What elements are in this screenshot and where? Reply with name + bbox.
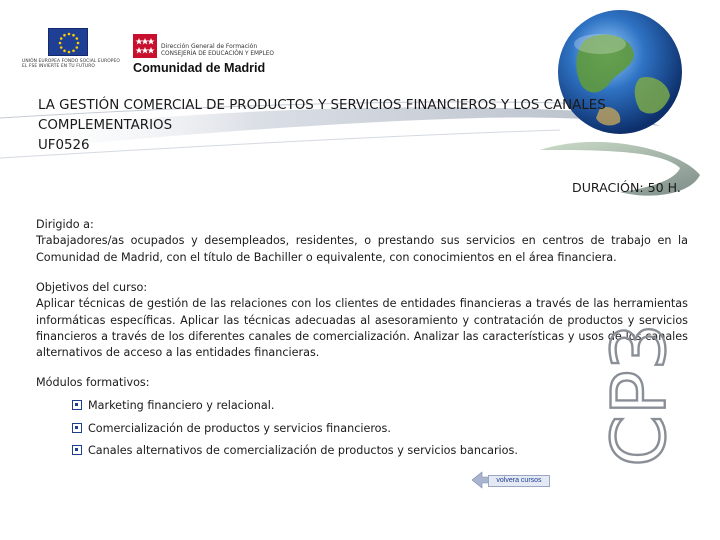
course-code: UF0526 [38,138,90,153]
cm-logo-name: Comunidad de Madrid [133,61,266,75]
section-heading: Módulos formativos: [36,376,150,389]
list-item [72,443,518,466]
course-duration: DURACIÓN: 50 H. [572,180,681,195]
checkbox-bullet-icon [72,400,82,410]
section-heading: Objetivos del curso: [36,281,148,294]
section-body: Aplicar técnicas de gestión de las relaciones con los clientes de entidades financieras a través de las herramientas informáticas específicas. Aplicar las técnicas adecuadas al asesoramiento y contratación de productos y servicios financieros a través de los diferentes canales de comercialización. Analizar las características y usos de los canales alternativos de acceso a las entidades financieras. [36,297,688,360]
cm-logo-line2: CONSEJERÍA DE EDUCACIÓN Y EMPLEO [161,51,274,57]
checkbox-bullet-icon [72,445,82,455]
section-body: Trabajadores/as ocupados y desempleados, residentes, o prestando sus servicios en centros de trabajo en la Comunidad de Madrid, con el título de Bachiller o equivalente, con conocimientos en el área financiera. [36,234,688,264]
eu-logo [22,28,120,80]
module-label: Canales alternativos de comercialización de productos y servicios bancarios. [88,444,518,458]
course-title: LA GESTIÓN COMERCIAL DE PRODUCTOS Y SERVICIOS FINANCIEROS Y LOS CANALES COMPLEMENTARIOS [38,98,606,133]
comunidad-madrid-logo [133,34,303,78]
module-label: Marketing financiero y relacional. [88,399,275,412]
madrid-stars-icon [133,34,157,58]
watermark-text: CP3 [596,323,683,467]
cm-logo-line1: Dirección General de Formación [161,43,258,50]
eu-flag-icon [48,28,88,56]
back-button-label: volvera cursos [488,475,550,487]
back-to-courses-button[interactable] [472,471,552,489]
module-list [72,398,518,466]
list-item [72,421,518,444]
section-heading: Dirigido a: [36,218,94,231]
cp3-watermark [584,300,694,490]
section-dirigido [36,217,688,266]
module-label: Comercialización de productos y servicios financieros. [88,421,391,435]
list-item [72,398,518,421]
eu-logo-text: UNIÓN EUROPEA FONDO SOCIAL EUROPEO EL FSE INVIERTE EN TU FUTURO [22,59,120,70]
checkbox-bullet-icon [72,423,82,433]
